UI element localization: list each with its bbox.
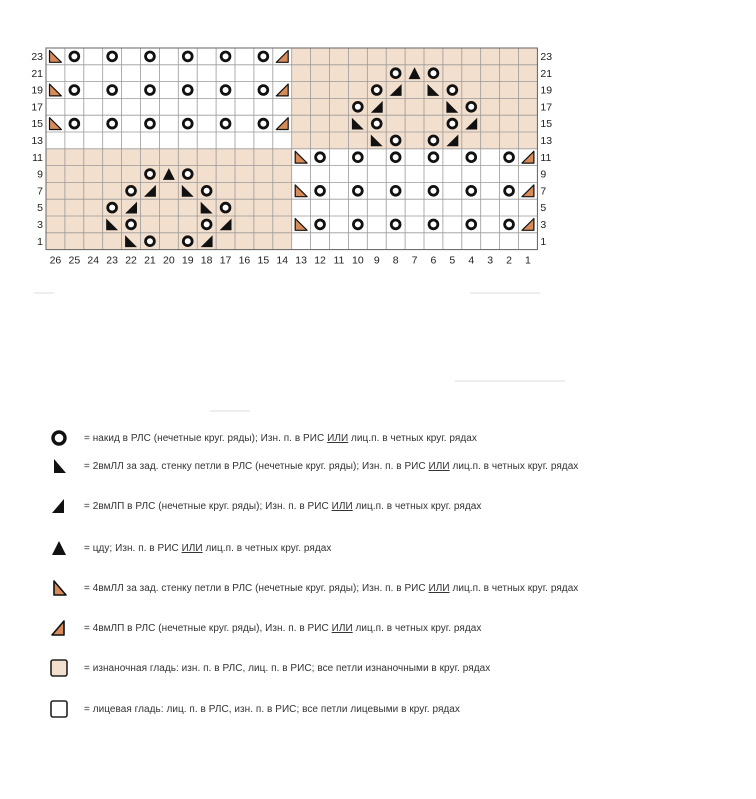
yarn-over-mark xyxy=(183,52,192,61)
row-number-left: 15 xyxy=(31,118,43,131)
column-number: 11 xyxy=(333,254,345,267)
k4tog-left-icon xyxy=(48,617,70,639)
legend-text: лиц.п. в четных круг. рядах xyxy=(348,432,477,444)
row-number-left: 5 xyxy=(37,202,43,215)
row-number-right: 1 xyxy=(540,235,547,248)
yarn-over-mark xyxy=(372,119,381,128)
yarn-over-mark xyxy=(391,186,400,195)
column-number: 3 xyxy=(487,254,494,267)
yarn-over-mark xyxy=(127,220,136,229)
yarn-over-mark xyxy=(353,102,362,111)
yarn-over-mark xyxy=(429,220,438,229)
yarn-over-mark xyxy=(353,153,362,162)
column-number: 7 xyxy=(411,254,418,267)
legend-item-k2tog-left xyxy=(48,494,481,518)
yarn-over-mark xyxy=(202,220,211,229)
column-number: 20 xyxy=(163,254,175,267)
column-number: 16 xyxy=(238,254,251,267)
knitting-chart-svg xyxy=(30,44,560,276)
yarn-over-mark xyxy=(429,69,438,78)
yarn-over-mark xyxy=(108,52,117,61)
row-number-right: 5 xyxy=(540,202,547,215)
yarn-over-mark xyxy=(70,119,79,128)
column-number: 8 xyxy=(392,254,399,267)
column-number: 18 xyxy=(200,254,213,267)
legend-text: = 4вмЛЛ за зад. стенку петли в РЛС (нечетные круг. ряды); Изн. п. в РИС xyxy=(84,582,429,594)
column-number: 19 xyxy=(181,254,194,267)
yarn-over-mark xyxy=(127,186,136,195)
legend-ili: ИЛИ xyxy=(331,500,353,512)
yarn-over-mark xyxy=(146,119,155,128)
column-number: 10 xyxy=(352,254,364,267)
column-number: 22 xyxy=(125,254,137,267)
yarn-over-mark xyxy=(221,52,230,61)
legend-item-k2tog-right xyxy=(48,454,578,478)
legend-ili: ИЛИ xyxy=(327,432,349,444)
k2tog-right-icon xyxy=(48,455,70,477)
column-number: 15 xyxy=(257,254,270,267)
yarn-over-mark xyxy=(108,119,117,128)
legend-ili: ИЛИ xyxy=(428,582,450,594)
k4tog-right-icon xyxy=(48,577,70,599)
row-number-right: 15 xyxy=(540,118,553,131)
faint-mark xyxy=(210,410,250,412)
sk2po-icon xyxy=(48,537,70,559)
yarn-over-mark xyxy=(316,186,325,195)
legend-ili: ИЛИ xyxy=(331,622,353,634)
faint-mark xyxy=(455,380,565,382)
yarn-over-mark xyxy=(316,153,325,162)
yarn-over-icon xyxy=(48,427,70,449)
yarn-over-mark xyxy=(467,102,476,111)
yarn-over-mark xyxy=(221,119,230,128)
legend-ili: ИЛИ xyxy=(181,542,203,554)
yarn-over-mark xyxy=(353,186,362,195)
yarn-over-mark xyxy=(467,186,476,195)
yarn-over-mark xyxy=(391,220,400,229)
column-number: 9 xyxy=(373,254,380,267)
yarn-over-mark xyxy=(183,170,192,179)
yarn-over-mark xyxy=(146,86,155,95)
row-number-left: 13 xyxy=(31,135,43,147)
yarn-over-mark xyxy=(221,203,230,212)
legend-text: = цду; Изн. п. в РИС xyxy=(84,542,182,554)
yarn-over-mark xyxy=(221,86,230,95)
legend-text: лиц.п. в четных круг. рядах xyxy=(352,622,482,634)
yarn-over-mark xyxy=(353,220,362,229)
yarn-over-mark xyxy=(391,69,400,78)
column-number: 1 xyxy=(525,254,531,267)
legend-item-purl xyxy=(48,656,490,680)
yarn-over-mark xyxy=(429,153,438,162)
column-number: 13 xyxy=(295,254,307,267)
yarn-over-mark xyxy=(259,119,268,128)
yarn-over-mark xyxy=(146,52,155,61)
yarn-over-mark xyxy=(505,220,514,229)
yarn-over-mark xyxy=(372,86,381,95)
legend-text: = 2вмЛП в РЛС (нечетные круг. ряды); Изн. п. в РИС xyxy=(84,500,332,512)
row-number-right: 21 xyxy=(540,67,553,80)
yarn-over-mark xyxy=(108,86,117,95)
yarn-over-mark xyxy=(448,86,457,95)
row-number-right: 17 xyxy=(540,101,553,114)
purl-square-icon xyxy=(48,657,70,679)
column-number: 4 xyxy=(468,254,475,267)
row-number-left: 9 xyxy=(37,168,43,181)
yarn-over-mark xyxy=(391,153,400,162)
yarn-over-mark xyxy=(505,153,514,162)
column-number: 25 xyxy=(68,254,81,267)
row-number-right: 23 xyxy=(540,51,553,63)
yarn-over-mark xyxy=(448,119,457,128)
row-number-left: 23 xyxy=(31,51,43,63)
legend-text: = 4вмЛП в РЛС (нечетные круг. ряды), Изн. п. в РИС xyxy=(84,622,332,634)
yarn-over-mark xyxy=(183,86,192,95)
row-number-right: 11 xyxy=(540,151,552,164)
yarn-over-mark xyxy=(183,119,192,128)
legend-text: лиц.п. в четных круг. рядах xyxy=(449,460,579,472)
legend-text: = лицевая гладь: лиц. п. в РЛС, изн. п. в РИС; все петли лицевыми в круг. рядах xyxy=(84,703,460,715)
column-number: 14 xyxy=(276,254,289,267)
legend-item-sk2po xyxy=(48,536,331,560)
row-number-left: 17 xyxy=(31,101,43,114)
yarn-over-mark xyxy=(70,86,79,95)
legend-item-yarn-over xyxy=(48,426,477,450)
column-number: 24 xyxy=(87,254,100,267)
column-number: 26 xyxy=(49,254,62,267)
column-number: 6 xyxy=(430,254,437,267)
legend-text: лиц.п. в четных круг. рядах xyxy=(202,542,332,554)
column-number: 23 xyxy=(106,254,118,267)
yarn-over-mark xyxy=(467,220,476,229)
yarn-over-mark xyxy=(259,52,268,61)
column-number: 12 xyxy=(314,254,326,267)
knitting-chart xyxy=(30,44,560,276)
row-number-right: 9 xyxy=(540,168,547,181)
yarn-over-mark xyxy=(202,186,211,195)
row-number-left: 19 xyxy=(31,84,43,97)
row-number-right: 7 xyxy=(540,185,547,198)
faint-mark xyxy=(470,292,540,294)
legend-item-k4tog-right xyxy=(48,576,578,600)
row-number-right: 13 xyxy=(540,135,553,147)
row-number-right: 19 xyxy=(540,84,553,97)
yarn-over-mark xyxy=(391,136,400,145)
legend-item-k4tog-left xyxy=(48,616,481,640)
k2tog-left-icon xyxy=(48,495,70,517)
yarn-over-mark xyxy=(429,186,438,195)
row-number-left: 3 xyxy=(37,219,43,231)
yarn-over-mark xyxy=(467,153,476,162)
yarn-over-mark xyxy=(146,237,155,246)
row-number-left: 1 xyxy=(37,235,43,248)
legend-text: лиц.п. в четных круг. рядах xyxy=(352,500,482,512)
row-number-left: 7 xyxy=(37,185,43,198)
yarn-over-mark xyxy=(259,86,268,95)
row-number-left: 21 xyxy=(31,67,43,80)
yarn-over-mark xyxy=(505,186,514,195)
legend-text: = накид в РЛС (нечетные круг. ряды); Изн. п. в РИС xyxy=(84,432,328,444)
row-number-right: 3 xyxy=(540,219,547,231)
yarn-over-mark xyxy=(70,52,79,61)
legend-ili: ИЛИ xyxy=(428,460,450,472)
column-number: 17 xyxy=(219,254,232,267)
column-number: 5 xyxy=(449,254,456,267)
legend-text: лиц.п. в четных круг. рядах xyxy=(449,582,579,594)
yarn-over-mark xyxy=(183,237,192,246)
legend-text: = 2вмЛЛ за зад. стенку петли в РЛС (нечетные круг. ряды); Изн. п. в РИС xyxy=(84,460,429,472)
column-number: 2 xyxy=(506,254,512,267)
yarn-over-mark xyxy=(146,170,155,179)
yarn-over-mark xyxy=(316,220,325,229)
knit-square-icon xyxy=(48,698,70,720)
column-number: 21 xyxy=(144,254,156,267)
yarn-over-mark xyxy=(108,203,117,212)
faint-mark xyxy=(34,292,54,294)
yarn-over-mark xyxy=(429,136,438,145)
legend-text: = изнаночная гладь: изн. п. в РЛС, лиц. п. в РИС; все петли изнаночными в круг. рядах xyxy=(84,662,491,674)
row-number-left: 11 xyxy=(32,151,43,164)
legend-item-knit xyxy=(48,697,460,721)
